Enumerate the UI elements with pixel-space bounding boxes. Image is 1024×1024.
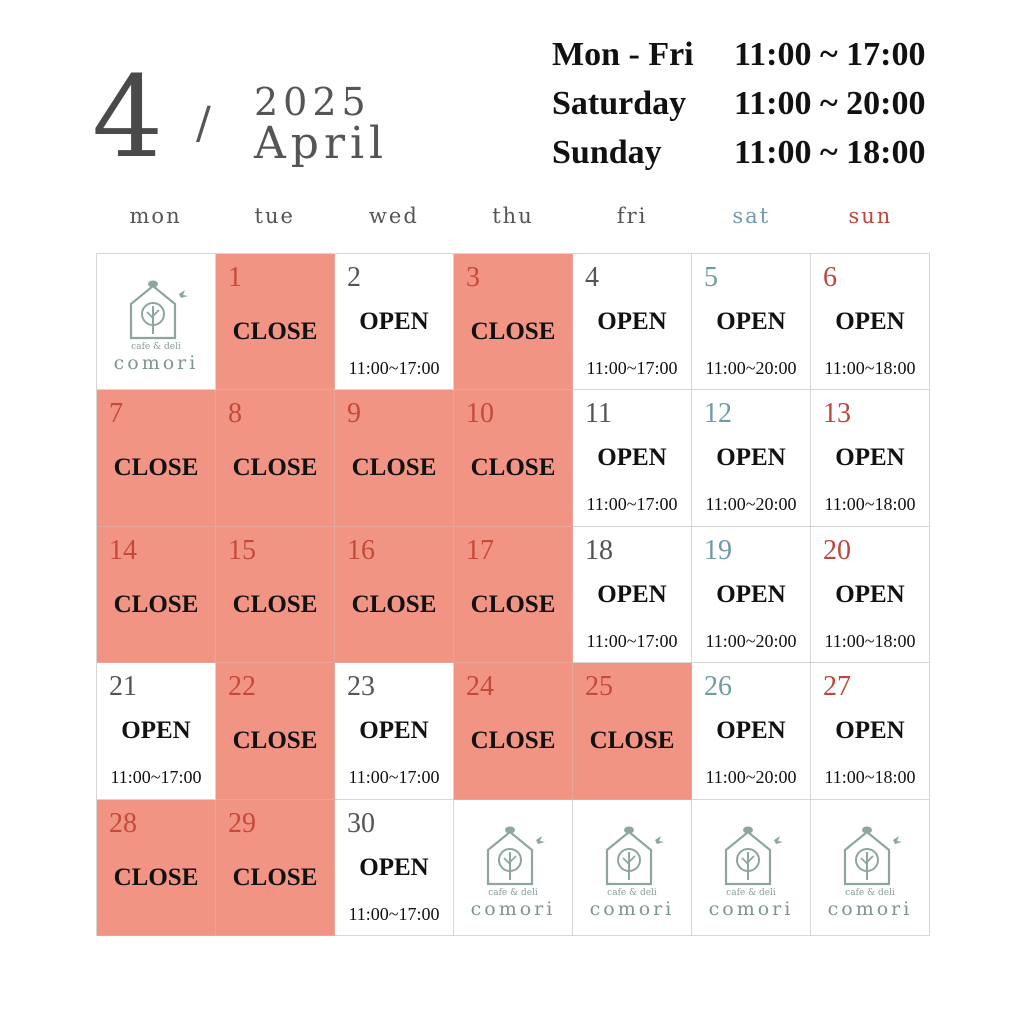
day-number: 30 xyxy=(347,807,375,839)
logo-subtitle: cafe & deli xyxy=(845,887,895,898)
status-open: OPEN xyxy=(835,717,905,745)
day-cell-2 xyxy=(335,254,454,390)
day-cell-11 xyxy=(573,390,692,526)
day-number: 21 xyxy=(109,671,137,703)
day-cell-5 xyxy=(692,254,811,390)
house-tree-icon xyxy=(716,826,786,888)
day-cell-13 xyxy=(811,390,930,526)
day-cell-1 xyxy=(216,254,335,390)
hours-label: Saturday xyxy=(552,84,687,122)
status-open: OPEN xyxy=(835,580,905,608)
house-tree-icon xyxy=(121,280,191,342)
status-open: OPEN xyxy=(597,580,667,608)
status-close: CLOSE xyxy=(232,318,318,345)
day-cell-4 xyxy=(573,254,692,390)
day-number: 29 xyxy=(228,807,256,839)
logo-brand: comori xyxy=(470,897,556,920)
status-close: CLOSE xyxy=(351,454,437,482)
status-close: CLOSE xyxy=(351,590,437,618)
comori-logo xyxy=(454,826,572,920)
status-open: OPEN xyxy=(716,444,786,472)
day-cell-27 xyxy=(811,663,930,799)
status-close: CLOSE xyxy=(470,318,556,345)
day-number: 8 xyxy=(228,398,242,430)
status-close: CLOSE xyxy=(113,863,199,891)
status-close: CLOSE xyxy=(113,454,199,482)
status-open: OPEN xyxy=(597,444,667,472)
comori-logo xyxy=(573,826,691,920)
day-number: 18 xyxy=(585,534,613,566)
status-close: CLOSE xyxy=(589,727,675,755)
day-cell-7 xyxy=(97,390,216,526)
weekday-thu: thu xyxy=(492,204,534,228)
opening-hours: 11:00~17:00 xyxy=(110,767,202,788)
day-cell-30 xyxy=(335,800,454,936)
day-number: 28 xyxy=(109,807,137,839)
logo-cell xyxy=(811,800,930,936)
house-tree-icon xyxy=(835,826,905,888)
status-close: CLOSE xyxy=(113,590,199,618)
day-cell-3 xyxy=(454,254,573,390)
hours-row-sunday xyxy=(552,128,925,177)
logo-subtitle: cafe & deli xyxy=(726,887,776,898)
opening-hours: 11:00~17:00 xyxy=(348,767,440,788)
day-number: 2 xyxy=(347,262,361,293)
day-number: 23 xyxy=(347,671,375,703)
day-number: 14 xyxy=(109,534,137,566)
opening-hours: 11:00~17:00 xyxy=(586,494,678,515)
status-open: OPEN xyxy=(359,308,429,335)
logo-brand: comori xyxy=(113,352,199,374)
day-cell-14 xyxy=(97,527,216,663)
logo-subtitle: cafe & deli xyxy=(607,887,657,898)
status-open: OPEN xyxy=(716,308,786,335)
status-close: CLOSE xyxy=(470,590,556,618)
comori-logo xyxy=(811,826,929,920)
status-open: OPEN xyxy=(835,444,905,472)
house-tree-icon xyxy=(597,826,667,888)
day-number: 1 xyxy=(228,262,242,293)
day-number: 9 xyxy=(347,398,361,430)
day-cell-8 xyxy=(216,390,335,526)
logo-brand: comori xyxy=(708,897,794,920)
business-hours xyxy=(552,30,925,177)
opening-hours: 11:00~20:00 xyxy=(705,494,797,515)
opening-hours: 11:00~17:00 xyxy=(348,903,440,924)
day-number: 25 xyxy=(585,671,613,703)
day-number: 16 xyxy=(347,534,375,566)
day-cell-25 xyxy=(573,663,692,799)
comori-logo xyxy=(97,280,215,374)
day-number: 4 xyxy=(585,262,599,293)
day-cell-19 xyxy=(692,527,811,663)
weekday-sun: sun xyxy=(848,204,893,228)
opening-hours: 11:00~18:00 xyxy=(824,630,916,651)
day-number: 7 xyxy=(109,398,123,430)
status-open: OPEN xyxy=(359,717,429,745)
day-cell-17 xyxy=(454,527,573,663)
day-number: 26 xyxy=(704,671,732,703)
day-cell-20 xyxy=(811,527,930,663)
weekday-sat: sat xyxy=(732,204,771,228)
hours-row-weekday xyxy=(552,30,925,79)
day-number: 6 xyxy=(823,262,837,293)
opening-hours: 11:00~17:00 xyxy=(586,358,678,378)
calendar-grid xyxy=(96,253,930,936)
day-cell-21 xyxy=(97,663,216,799)
day-number: 15 xyxy=(228,534,256,566)
opening-hours: 11:00~18:00 xyxy=(824,767,916,788)
day-number: 17 xyxy=(466,534,494,566)
logo-cell xyxy=(97,254,216,390)
hours-time: 11:00 ~ 18:00 xyxy=(734,133,926,171)
day-number: 10 xyxy=(466,398,494,430)
hours-label: Mon - Fri xyxy=(552,35,694,73)
hours-row-saturday xyxy=(552,79,925,128)
weekday-tue: tue xyxy=(254,204,295,228)
day-cell-10 xyxy=(454,390,573,526)
opening-hours: 11:00~20:00 xyxy=(705,358,797,378)
year-label: 2025 xyxy=(254,80,371,124)
weekday-mon: mon xyxy=(129,204,182,228)
hours-label: Sunday xyxy=(552,133,662,171)
comori-logo xyxy=(692,826,810,920)
day-cell-9 xyxy=(335,390,454,526)
opening-hours: 11:00~17:00 xyxy=(586,630,678,651)
day-cell-29 xyxy=(216,800,335,936)
day-cell-24 xyxy=(454,663,573,799)
opening-hours: 11:00~17:00 xyxy=(348,358,440,378)
logo-subtitle: cafe & deli xyxy=(131,342,181,352)
opening-hours: 11:00~18:00 xyxy=(824,358,916,378)
status-close: CLOSE xyxy=(232,454,318,482)
logo-cell xyxy=(692,800,811,936)
house-tree-icon xyxy=(478,826,548,888)
logo-cell xyxy=(454,800,573,936)
status-close: CLOSE xyxy=(470,727,556,755)
day-number: 13 xyxy=(823,398,851,430)
day-cell-22 xyxy=(216,663,335,799)
day-number: 22 xyxy=(228,671,256,703)
day-number: 19 xyxy=(704,534,732,566)
day-number: 27 xyxy=(823,671,851,703)
hours-time: 11:00 ~ 20:00 xyxy=(734,84,926,122)
day-number: 24 xyxy=(466,671,494,703)
day-cell-15 xyxy=(216,527,335,663)
status-open: OPEN xyxy=(597,308,667,335)
hours-time: 11:00 ~ 17:00 xyxy=(734,35,926,73)
day-cell-28 xyxy=(97,800,216,936)
status-close: CLOSE xyxy=(232,863,318,891)
day-number: 5 xyxy=(704,262,718,293)
logo-brand: comori xyxy=(827,897,913,920)
opening-hours: 11:00~20:00 xyxy=(705,767,797,788)
weekday-wed: wed xyxy=(368,204,419,228)
day-number: 20 xyxy=(823,534,851,566)
month-number: 4 xyxy=(92,53,164,183)
logo-cell xyxy=(573,800,692,936)
day-cell-6 xyxy=(811,254,930,390)
status-open: OPEN xyxy=(121,717,191,745)
opening-hours: 11:00~18:00 xyxy=(824,494,916,515)
day-number: 11 xyxy=(585,398,612,430)
status-open: OPEN xyxy=(716,580,786,608)
day-cell-23 xyxy=(335,663,454,799)
month-name: April xyxy=(254,118,389,169)
logo-subtitle: cafe & deli xyxy=(488,887,538,898)
weekday-fri: fri xyxy=(616,204,648,228)
day-number: 12 xyxy=(704,398,732,430)
status-open: OPEN xyxy=(716,717,786,745)
status-open: OPEN xyxy=(359,853,429,881)
day-cell-16 xyxy=(335,527,454,663)
opening-hours: 11:00~20:00 xyxy=(705,630,797,651)
status-open: OPEN xyxy=(835,308,905,335)
weekday-header xyxy=(96,204,930,228)
status-close: CLOSE xyxy=(470,454,556,482)
day-cell-26 xyxy=(692,663,811,799)
day-cell-18 xyxy=(573,527,692,663)
day-cell-12 xyxy=(692,390,811,526)
day-number: 3 xyxy=(466,262,480,293)
status-close: CLOSE xyxy=(232,590,318,618)
logo-brand: comori xyxy=(589,897,675,920)
status-close: CLOSE xyxy=(232,727,318,755)
header-slash: / xyxy=(196,98,211,149)
